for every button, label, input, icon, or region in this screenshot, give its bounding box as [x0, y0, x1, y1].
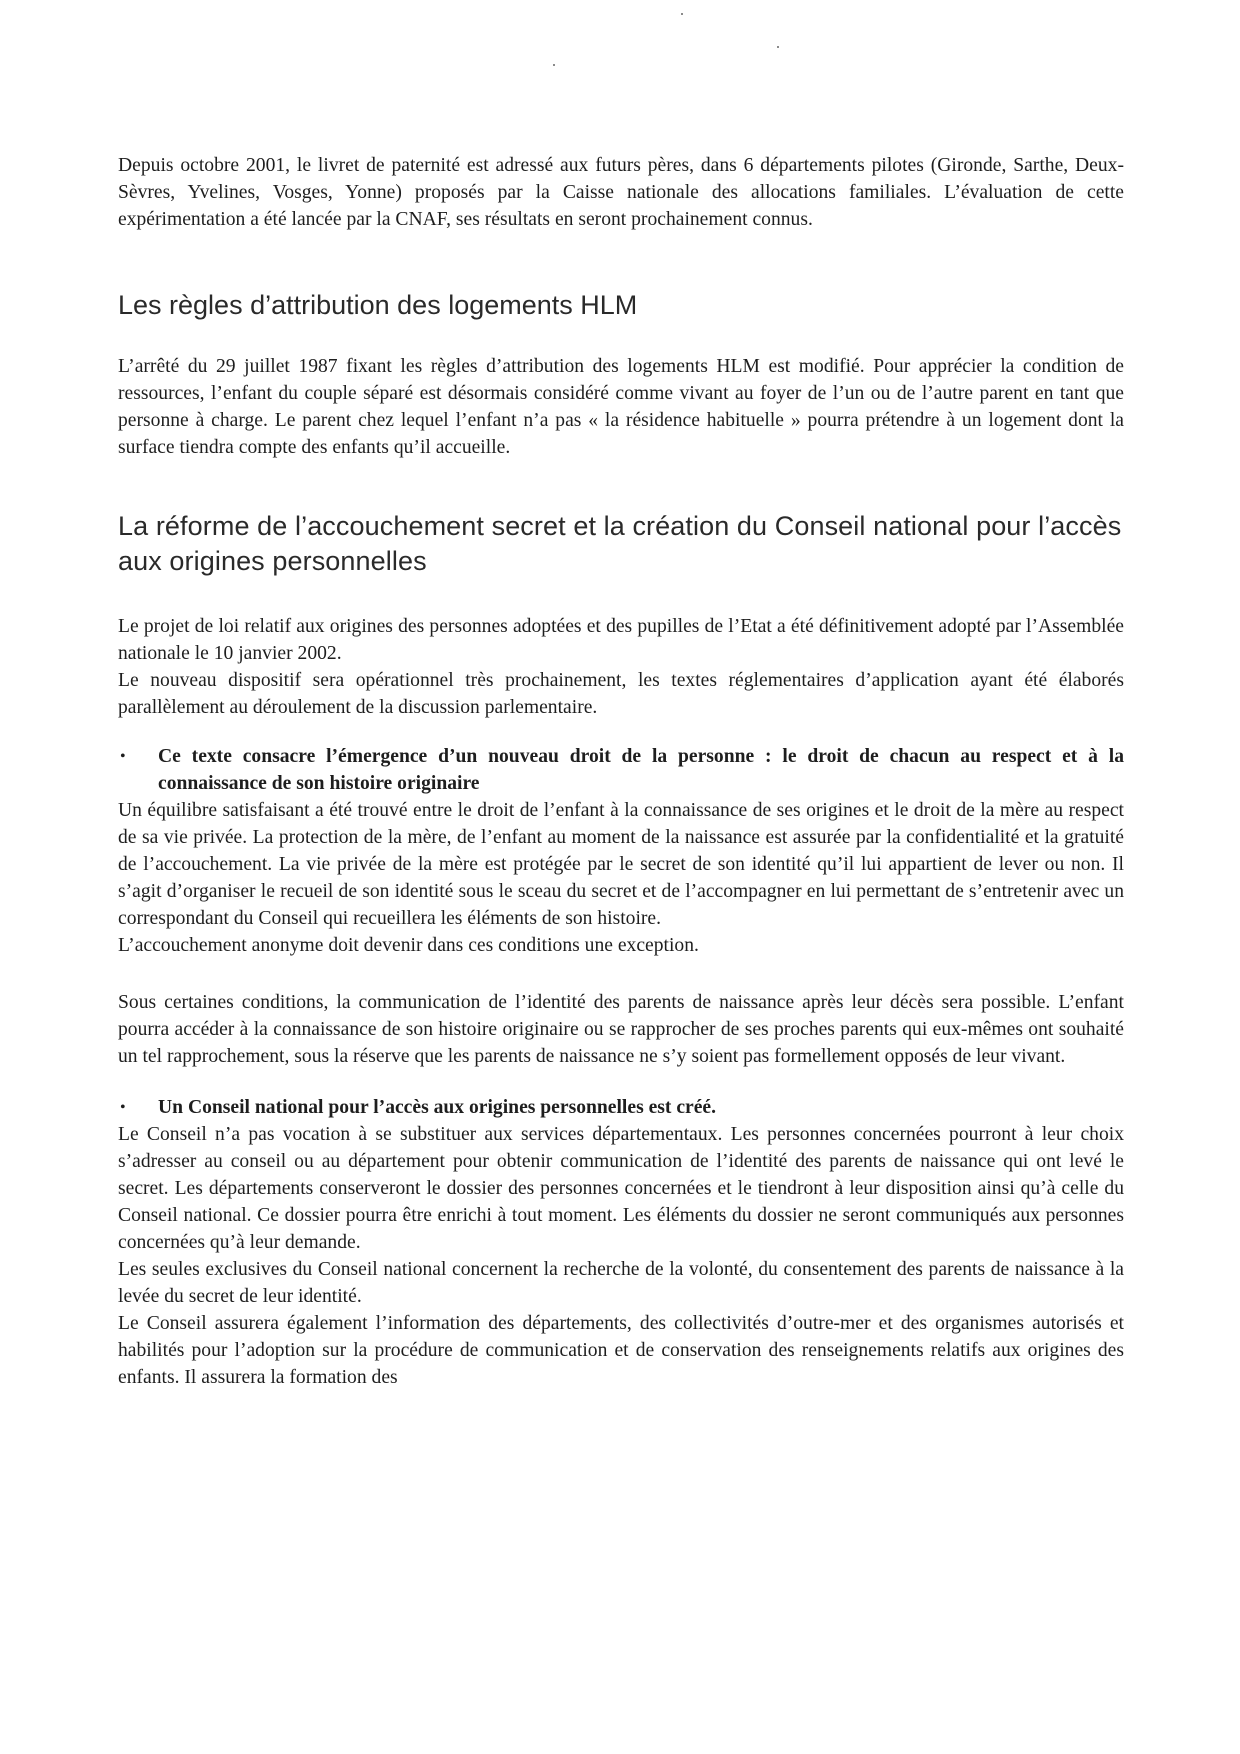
- reform-section-heading: La réforme de l’accouchement secret et la création du Conseil national pour l’accès aux origines personnelles: [118, 511, 1122, 576]
- scan-speck: [681, 13, 683, 15]
- bullet-icon: •: [120, 1099, 126, 1116]
- scan-speck: [777, 46, 779, 48]
- bullet-paragraph: Un équilibre satisfaisant a été trouvé entre le droit de l’enfant à la connaissance de ses origines et le droit de la mère au respect de sa vie privée. La protection de la mère, de l’enfant au moment de la naissance est assurée par la confidentialité et la gratuité de l’accouchement. La vie privée de la mère est protégée par le secret de son identité qu’il lui appartient de lever ou non. Il s’agit d’organiser le recueil de son identité sous le sceau du secret et de l’accompagner en lui permettant de s’entretenir avec un correspondant du Conseil qui recueillera les éléments de son histoire.: [118, 800, 1124, 929]
- conseil-paragraph: Les seules exclusives du Conseil national concernent la recherche de la volonté, du consentement des parents de naissance à la levée du secret de leur identité.: [118, 1259, 1124, 1307]
- bullet-heading-text: Un Conseil national pour l’accès aux origines personnelles est créé.: [158, 1097, 717, 1118]
- bullet-heading-text: Ce texte consacre l’émergence d’un nouveau droit de la personne : le droit de chacun au respect et à la connaissance de son histoire originaire: [158, 746, 1124, 794]
- intro-paragraph: Depuis octobre 2001, le livret de paternité est adressé aux futurs pères, dans 6 départements pilotes (Gironde, Sarthe, Deux-Sèvres, Yvelines, Vosges, Yonne) proposés par la Caisse nationale des allocations familiales. L’évaluation de cette expérimentation a été lancée par la CNAF, ses résultats en seront prochainement connus.: [118, 155, 1124, 230]
- bullet-heading: [118, 743, 1124, 797]
- hlm-paragraph: L’arrêté du 29 juillet 1987 fixant les règles d’attribution des logements HLM est modifié. Pour apprécier la condition de ressources, l’enfant du couple séparé est désormais considéré comme vivant au foyer de l’un ou de l’autre parent en tant que personne à charge. Le parent chez lequel l’enfant n’a pas « la résidence habituelle » pourra prétendre à un logement dont la surface tiendra compte des enfants qu’il accueille.: [118, 356, 1124, 458]
- conseil-paragraph: Le Conseil n’a pas vocation à se substituer aux services départementaux. Les personnes concernées pourront à leur choix s’adresser au conseil ou au département pour obtenir communication de l’identité des parents de naissance qui ont levé le secret. Les départements conserveront le dossier des personnes concernées et le tiendront à leur disposition ainsi qu’à celle du Conseil national. Ce dossier pourra être enrichi à tout moment. Les éléments du dossier ne seront communiqués aux personnes concernées qu’à leur demande.: [118, 1124, 1124, 1253]
- hlm-section-heading: Les règles d’attribution des logements HLM: [118, 290, 638, 320]
- document-page: [118, 152, 1124, 1391]
- reform-paragraph: Le projet de loi relatif aux origines des personnes adoptées et des pupilles de l’Etat a été définitivement adopté par l’Assemblée nationale le 10 janvier 2002.: [118, 616, 1124, 664]
- conditions-paragraph: Sous certaines conditions, la communication de l’identité des parents de naissance après leur décès sera possible. L’enfant pourra accéder à la connaissance de son histoire originaire ou se rapprocher de ses proches parents qui eux-mêmes ont souhaité un tel rapprochement, sous la réserve que les parents de naissance ne s’y soient pas formellement opposés de leur vivant.: [118, 992, 1124, 1067]
- bullet-icon: •: [120, 748, 126, 765]
- scan-speck: [553, 64, 555, 66]
- reform-paragraph: Le nouveau dispositif sera opérationnel très prochainement, les textes réglementaires d’application ayant été élaborés parallèlement au déroulement de la discussion parlementaire.: [118, 670, 1124, 718]
- bullet-heading: [118, 1094, 1124, 1121]
- conseil-paragraph: Le Conseil assurera également l’information des départements, des collectivités d’outre-mer et des organismes autorisés et habilités pour l’adoption sur la procédure de communication et de conservation des renseignements relatifs aux origines des enfants. Il assurera la formation des: [118, 1313, 1124, 1388]
- bullet-paragraph: L’accouchement anonyme doit devenir dans ces conditions une exception.: [118, 935, 699, 956]
